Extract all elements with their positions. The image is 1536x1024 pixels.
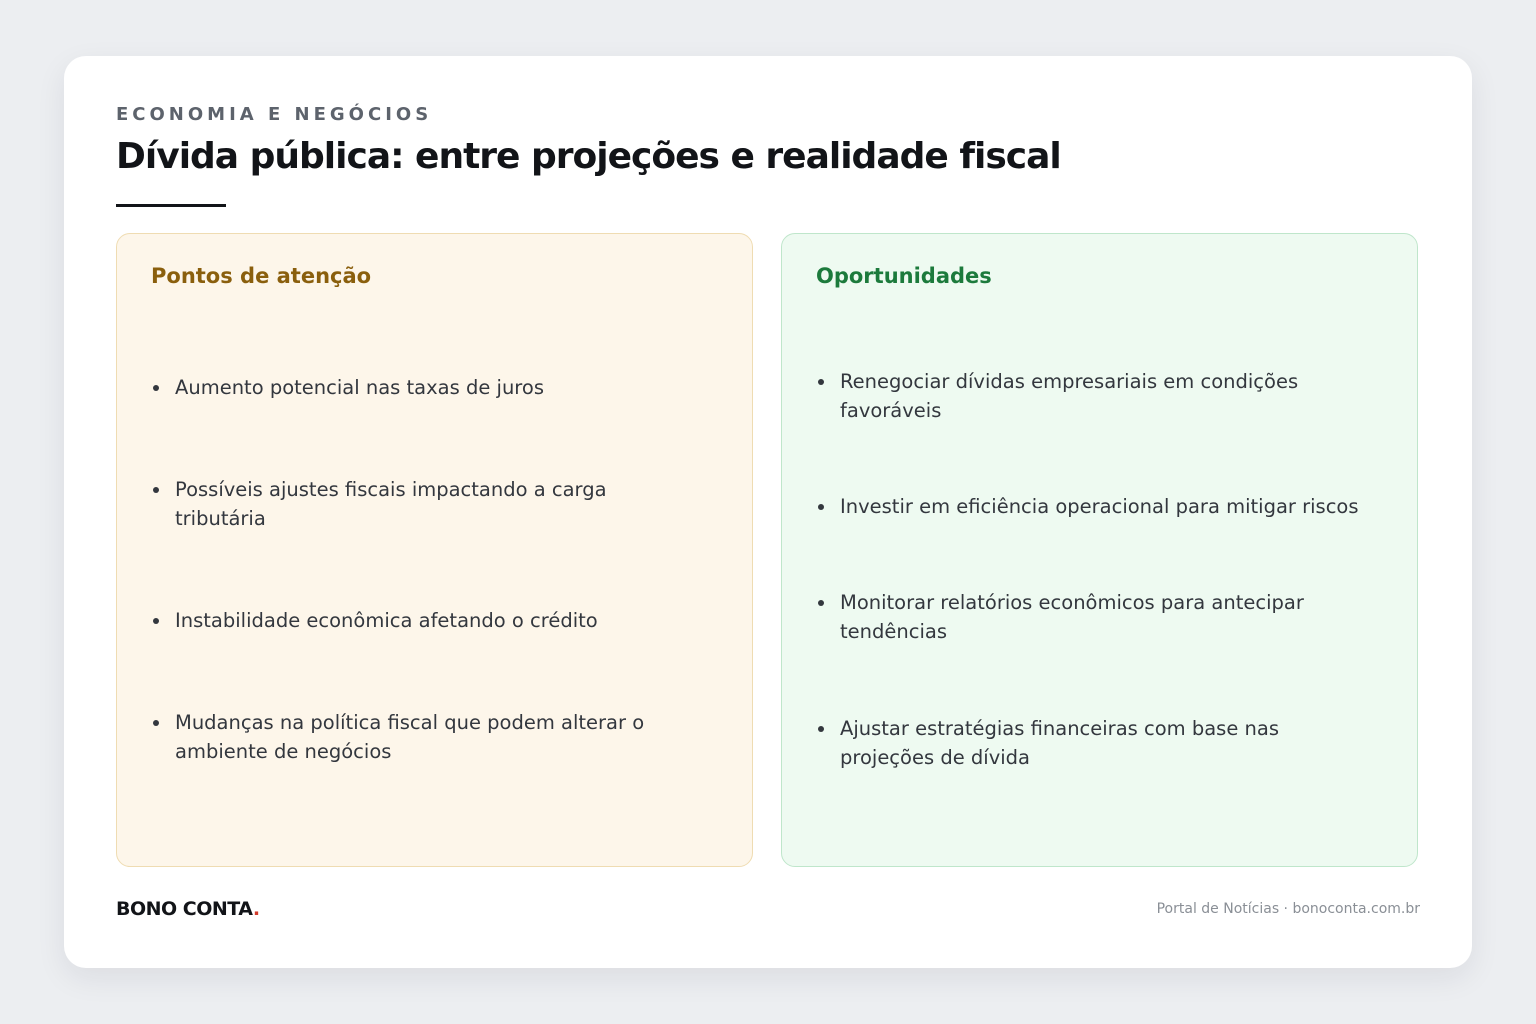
attention-item: Aumento potencial nas taxas de juros — [175, 373, 695, 402]
attention-panel — [116, 233, 753, 867]
page-title: Dívida pública: entre projeções e realidade fiscal — [116, 136, 1061, 177]
attention-item: Mudanças na política fiscal que podem alterar o ambiente de negócios — [175, 708, 695, 766]
opportunities-item: Investir em eficiência operacional para mitigar riscos — [840, 492, 1400, 521]
section-kicker: ECONOMIA E NEGÓCIOS — [116, 104, 433, 125]
brand-name: BONO CONTA — [116, 898, 253, 920]
opportunities-item: Monitorar relatórios econômicos para antecipar tendências — [840, 588, 1360, 646]
opportunities-item: Renegociar dívidas empresariais em condições favoráveis — [840, 367, 1360, 425]
attention-heading: Pontos de atenção — [151, 264, 372, 288]
article-card — [64, 56, 1472, 968]
opportunities-item: Ajustar estratégias financeiras com base nas projeções de dívida — [840, 714, 1360, 772]
brand-logo — [116, 898, 260, 920]
title-divider — [116, 204, 226, 207]
opportunities-panel — [781, 233, 1418, 867]
attention-item: Possíveis ajustes fiscais impactando a carga tributária — [175, 475, 695, 533]
footer-source: Portal de Notícias · bonoconta.com.br — [1156, 901, 1420, 917]
attention-item: Instabilidade econômica afetando o crédito — [175, 606, 695, 635]
brand-dot: . — [252, 898, 260, 920]
opportunities-heading: Oportunidades — [816, 264, 992, 288]
